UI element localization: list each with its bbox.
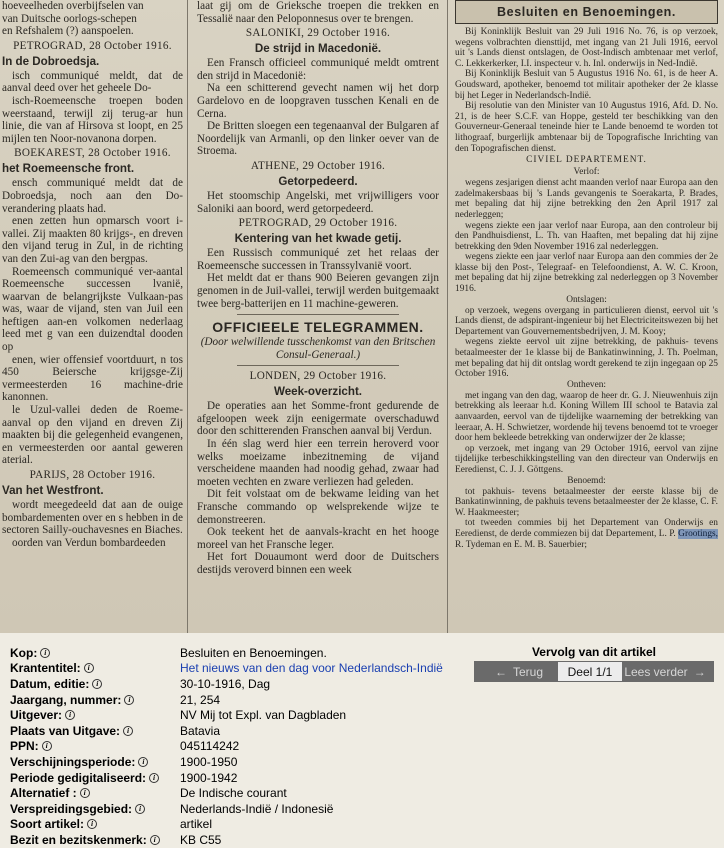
metadata-row [10, 817, 443, 833]
info-icon[interactable]: i [149, 773, 159, 783]
article-header[interactable] [455, 0, 718, 24]
metadata-label-text: Datum, editie: [10, 676, 90, 691]
metadata-value: 1900-1950 [180, 754, 238, 769]
section-subheading: (Door welwillende tusschenkomst van den Britschen Consul-Generaal.) [200, 336, 436, 361]
metadata-row [10, 645, 443, 661]
prev-label: Terug [512, 664, 544, 679]
paragraph: le Uzul-vallei deden de Roeme-aanval op den vijand en dreven Zij maakten bij die gelegenheid evangenen, en vermeesterden oor aantal geweren aterial. [2, 404, 183, 467]
metadata-label-text: Jaargang, nummer: [10, 692, 122, 707]
dateline: SALONIKI, 29 October 1916. [245, 27, 391, 40]
text-fragment: R. Tydeman en E. M. B. Sauerbier; [455, 539, 587, 550]
metadata-label [10, 708, 180, 722]
metadata-row [10, 785, 443, 801]
col1-line: hoeveelheden overbijfselen van [2, 0, 144, 12]
metadata-label [10, 724, 180, 738]
dateline: PETROGRAD, 29 October 1916. [238, 217, 398, 230]
paragraph: enen, wier offensief voortduurt, n tos 450 Beiersche krijgsge-Zij vermeesterden 16 machine-drie kanonnen. [2, 353, 183, 404]
section-label: Benoemd: [567, 475, 606, 486]
metadata-label-text: Kop: [10, 645, 38, 660]
paragraph: De operaties aan het Somme-front gedurende de afgeloopen week zijn eenigermate overschaduwd door den schitterenden Franschen aanval bij Verdun. [197, 400, 439, 438]
metadata-label [10, 771, 180, 785]
col1-line: en Refshalem (?) aanspoelen. [2, 25, 134, 38]
metadata-row [10, 676, 443, 692]
paragraph: Roemeensch communiqué ver-aantal Roemeensche successen lvanië, waarvan de belangrijkste Vulkaan-pas was, waar de vijand, sten van Juil een heftigen aan-en volkomen nederlaag leed met g van een duizendtal dooden op [2, 265, 183, 354]
article-heading: In de Dobroedsja. [2, 54, 100, 68]
metadata-label [10, 833, 180, 847]
paragraph: wegens ziekte eervol uit zijne betrekking, de pakhuis- tevens betaalmeester der 1e klasse bij de Bankatinwinning, J. Th. Poelman, met bepaling dat hij dit ontslag wordt gerekend te zijn ingegaan op 25 October 1916. [455, 337, 718, 380]
metadata-value: Nederlands-Indië / Indonesië [180, 801, 334, 816]
info-icon[interactable]: i [92, 679, 102, 689]
column-rule [447, 0, 448, 633]
metadata-label [10, 661, 180, 675]
paragraph: Na een schitterend gevecht namen wij het dorp Gardelovo en de loopgraven tusschen Kenali en de Cerna. [197, 82, 439, 120]
separator [237, 314, 399, 315]
metadata-value: Batavia [180, 723, 221, 738]
arrow-left-icon: ← [494, 664, 507, 679]
metadata-value: De Indische courant [180, 786, 287, 801]
prev-button[interactable] [474, 661, 558, 682]
page-indicator: Deel 1/1 [558, 661, 622, 682]
department-heading: CIVIEL DEPARTEMENT. [526, 155, 647, 166]
metadata-table [10, 645, 443, 848]
metadata-label-text: Verschijningsperiode: [10, 754, 136, 769]
dateline: PARIJS, 28 October 1916. [29, 469, 156, 481]
info-icon[interactable]: i [42, 741, 52, 751]
section-label: Verlof: [573, 167, 600, 178]
section-label: Ontslagen: [566, 294, 607, 305]
article-header-title: Besluiten en Benoemingen. [497, 5, 676, 19]
metadata-value: 30-10-1916, Dag [180, 676, 271, 691]
article-pager [474, 661, 714, 682]
paragraph: isch-Roemeensche troepen boden weerstaand, terwijl zij terug-ar hun linie, die van af Hirsova st loopt, en 25 mijlen ten Noor-novanona dorpen. [2, 94, 183, 145]
paragraph: wegens ziekte een jaar verlof naar Europa aan den commies der 2e klasse bij den Post-, Telegraaf- en Telefoondienst, A. W. C. Kroon, met bepaling dat hij zijne betrekking zal nederleggen op 3 November 1916. [455, 252, 718, 295]
metadata-row [10, 801, 443, 817]
metadata-label [10, 677, 180, 691]
info-icon[interactable]: i [65, 710, 75, 720]
paragraph: Dit feit volstaat om de bekwame leiding van het Fransche commando op welsprekende wijze te demonstreeren. [197, 488, 439, 526]
article-heading: Getorpedeerd. [278, 174, 358, 188]
dateline: ATHENE, 29 October 1916. [250, 159, 386, 172]
metadata-value: 1900-1942 [180, 770, 238, 785]
metadata-label [10, 646, 180, 660]
metadata-label-text: Krantentitel: [10, 661, 81, 676]
paragraph: De Britten sloegen een tegenaanval der Bulgaren af Noordelijk van Armanli, op den linker oever van de Stroema. [197, 120, 439, 158]
paragraph: tot pakhuis- tevens betaalmeester der eerste klasse bij de Bankatinwinning, de pakhuis tevens betaalmeester der 2e klasse, C. F. W. Haakmeester; [455, 486, 718, 518]
paragraph: ensch communiqué meldt dat de Dobroedsja, noch aan den Do-verandering plaats had. [2, 177, 183, 215]
separator [237, 365, 399, 366]
metadata-row [10, 739, 443, 755]
paragraph: enen zetten hun opmarsch voort i-vallei. Zij maakten 80 krijgs-, en dreven den vijand terug in Zul, in de richting van den Zui-ag van den bergpas. [2, 215, 183, 265]
scan-column-1 [0, 0, 183, 633]
info-icon[interactable]: i [123, 726, 133, 736]
metadata-value: NV Mij tot Expl. van Dagbladen [180, 708, 347, 723]
text-fragment: tot tweeden commies bij het Departement van Onderwijs en Eeredienst, de derde commiezen bij dat Departement, L. P. [455, 518, 718, 539]
paragraph: Een Russisch communiqué zet het relaas der Roemeensche successen in Transsylvanië voort. [197, 247, 439, 272]
info-icon[interactable]: i [84, 663, 94, 673]
metadata-label [10, 786, 180, 800]
paragraph: Bij Koninklijk Besluit van 29 Juli 1916 No. 76, is op verzoek, wegens volbrachten diensttijd, met ingang van 21 Juli 1916, eervol uit 's Lands dienst ontslagen, de Oost-Indisch ambtenaar met verlof, C. Lekkerkerker, I.I. inspecteur v. h. Inl. onderwijs in Ned-Indië. [455, 27, 718, 69]
article-body [455, 27, 718, 550]
paragraph: wegens zesjarigen dienst acht maanden verlof naar Europa aan den zadelmakersbaas bij 's Lands gevangenis te Soerakarta, P. Brades, met bepaling dat hij zijne betrekking den 2en April 1917 zal nederleggen; [455, 178, 718, 220]
search-highlight: Grootings, [678, 528, 719, 539]
metadata-label-text: Verspreidingsgebied: [10, 801, 133, 816]
metadata-label-text: Periode gedigitaliseerd: [10, 770, 147, 785]
paragraph [455, 518, 718, 550]
paragraph: Een Fransch officieel communiqué meldt omtrent den strijd in Macedonië: [197, 57, 439, 82]
metadata-row [10, 692, 443, 708]
paragraph: Het stoomschip Angelski, met vrijwilligers voor Saloniki aan boord, werd getorpedeerd. [197, 189, 439, 215]
paragraph: op verzoek, wegens overgang in particulieren dienst, eervol uit 's Lands dienst, de adspirant-ingenieur bij het Electriciteitswezen bij het Departement van Gouvernementsbedrijven, J. M. Kooy; [455, 305, 718, 337]
info-icon[interactable]: i [124, 695, 134, 705]
paragraph: op verzoek, met ingang van 29 October 1916, eervol van zijne tijdelijke terbeschikkingstelling van den directeur van Onderwijs en Eeredienst, C. J. J. Göttgens. [455, 443, 718, 475]
metadata-label-text: Soort artikel: [10, 817, 85, 832]
article-heading: Van het Westfront. [2, 484, 104, 497]
metadata-value: 21, 254 [180, 692, 221, 707]
article-heading: De strijd in Macedonië. [254, 42, 382, 56]
metadata-value: Besluiten en Benoemingen. [180, 645, 327, 660]
metadata-label-text: PPN: [10, 739, 39, 754]
metadata-row [10, 770, 443, 786]
metadata-label [10, 817, 180, 831]
article-heading: het Roemeensche front. [2, 162, 135, 176]
info-icon[interactable]: i [80, 788, 90, 798]
section-heading: OFFICIEELE TELEGRAMMEN. [212, 319, 424, 336]
metadata-label [10, 693, 180, 707]
metadata-value: artikel [180, 817, 213, 832]
paragraph: Ook teekent het de aanvals-kracht en het hooge moreel van het Fransche leger. [197, 526, 439, 551]
paragraph: Bij Koninklijk Besluit van 5 Augustus 1916 No. 61, is de heer A. Goudsward, apotheker, benoemd tot militair apotheker der 2e klasse bij het Leger in Nederlandsch-Indië. [455, 69, 718, 101]
article-heading: Week-overzicht. [273, 385, 363, 399]
info-icon[interactable]: i [138, 757, 148, 767]
paragraph: laat gij om de Grieksche troepen die trekken en Tessalië naar den Peloponnesus over te brengen. [197, 0, 439, 25]
metadata-label-text: Bezit en bezitskenmerk: [10, 832, 147, 847]
metadata-label [10, 802, 180, 816]
dateline: PETROGRAD, 28 October 1916. [13, 39, 172, 52]
info-icon[interactable]: i [40, 648, 50, 658]
paragraph: isch communiqué meldt, dat de aanval deed over het geheele Do- [2, 69, 183, 95]
metadata-label [10, 739, 180, 753]
paragraph: Het meldt dat er thans 900 Beieren gevangen zijn genomen in de Juil-vallei, terwijl werden buitgemaakt twee berg-batterijen en 11 machine-geweren. [197, 272, 440, 310]
metadata-label-text: Plaats van Uitgave: [10, 723, 121, 738]
arrow-right-icon: → [693, 664, 706, 679]
metadata-value: KB C55 [180, 832, 222, 847]
metadata-row [10, 661, 443, 677]
column-rule [187, 0, 188, 633]
paragraph: Het fort Douaumont werd door de Duitschers destijds veroverd binnen een week [197, 551, 439, 576]
section-label: Ontheven: [566, 379, 607, 390]
paragraph: wegens ziekte een jaar verlof naar Europa, aan den controleur bij den Pandhuisdienst, L. Th. van Haaften, met bepaling dat hij zijne betrekking den 9den November 1916 zal nederleggen. [455, 220, 718, 252]
paragraph: oorden van Verdun bombardeeden [12, 536, 166, 549]
metadata-value: 045114242 [180, 739, 240, 754]
next-label: Lees verder [624, 664, 688, 679]
info-icon[interactable]: i [135, 804, 145, 814]
info-icon[interactable]: i [150, 835, 160, 845]
newspaper-title-link[interactable]: Het nieuws van den dag voor Nederlandsch-Indië [180, 661, 443, 676]
metadata-label-text: Alternatief : [10, 786, 77, 801]
next-button[interactable] [622, 661, 714, 682]
metadata-row [10, 707, 443, 723]
info-icon[interactable]: i [87, 819, 97, 829]
continuation-title: Vervolg van dit artikel [531, 645, 657, 659]
dateline: BOEKAREST, 28 October 1916. [14, 147, 171, 160]
paragraph: In één slag werd hier een terrein heroverd voor welks moeizame inbezitneming de vijand verscheidene maanden had noodig gehad, zwaar had moeten vechten en zware verliezen had geleden. [197, 438, 439, 488]
paragraph: met ingang van den dag, waarop de heer dr. G. J. Nieuwenhuis zijn betrekking als leeraar h.d. Koning Willem III school te Batavia zal aanvaarden, eervol van de tijdelijke waarneming der betrekking van leeraar, A. H. Schwietzer, wordende hij tevens benoemd tot te vroeger door hem bekleede betrekking van onderwijzer der 2e klasse; [455, 390, 718, 444]
article-heading: Kentering van het kwade getij. [234, 232, 402, 246]
dateline: LONDEN, 29 October 1916. [249, 370, 387, 383]
metadata-row [10, 723, 443, 739]
metadata-label-text: Uitgever: [10, 708, 63, 723]
paragraph: Bij resolutie van den Minister van 10 Augustus 1916, Afd. D. No. 21, is de heer S.C.F. van Hoppe, gesteld ter beschikking van den Gouverneur-Generaal teneinde hier te Lande benoemd te worden tot lithograaf, burgerlijk ambtenaar bij de Topografische Inrichting van den Topografischen dienst. [455, 101, 718, 154]
metadata-label [10, 755, 180, 769]
scan-column-2 [191, 0, 445, 633]
metadata-row [10, 832, 443, 848]
col1-line: van Duitsche oorlogs-schepen [2, 12, 137, 25]
paragraph: wordt meegedeeld dat aan de ouige bombardementen over en s hebben in de sectoren Sailly-ouchavesnes en Biaches. [2, 499, 183, 537]
article-column [451, 0, 724, 633]
metadata-row [10, 754, 443, 770]
